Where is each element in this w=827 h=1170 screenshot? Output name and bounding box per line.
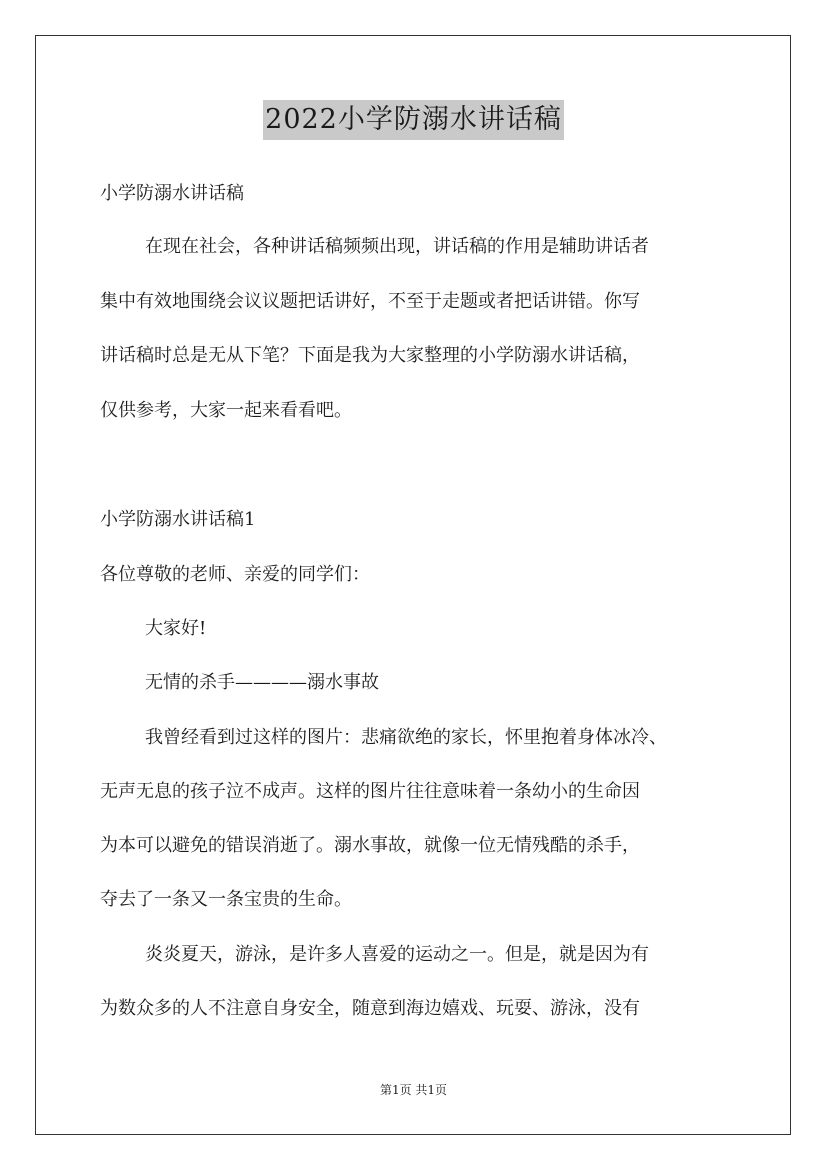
subheading-line: 无情的杀手————溺水事故 bbox=[145, 672, 379, 693]
paragraph-line: 为本可以避免的错误消逝了。溺水事故，就像一位无情残酷的杀手， bbox=[100, 835, 640, 856]
section-heading: 小学防溺水讲话稿1 bbox=[100, 509, 256, 530]
subtitle-line: 小学防溺水讲话稿 bbox=[100, 183, 244, 204]
page-footer: 第1页 共1页 bbox=[379, 1083, 448, 1097]
paragraph-line: 讲话稿时总是无从下笔？下面是我为大家整理的小学防溺水讲话稿， bbox=[100, 345, 640, 366]
paragraph-line: 无声无息的孩子泣不成声。这样的图片往往意味着一条幼小的生命因 bbox=[100, 781, 640, 802]
title-container bbox=[0, 100, 827, 140]
paragraph-line: 为数众多的人不注意自身安全，随意到海边嬉戏、玩耍、游泳，没有 bbox=[100, 998, 640, 1019]
paragraph-line: 集中有效地围绕会议议题把话讲好，不至于走题或者把话讲错。你写 bbox=[100, 291, 640, 312]
paragraph-line: 我曾经看到过这样的图片：悲痛欲绝的家长，怀里抱着身体冰冷、 bbox=[145, 727, 667, 748]
greeting-line: 大家好! bbox=[145, 618, 207, 639]
salutation-line: 各位尊敬的老师、亲爱的同学们： bbox=[100, 564, 370, 585]
paragraph-line: 在现在社会，各种讲话稿频频出现，讲话稿的作用是辅助讲话者 bbox=[145, 236, 649, 257]
paragraph-line: 仅供参考，大家一起来看看吧。 bbox=[100, 400, 352, 421]
paragraph-line: 炎炎夏天，游泳，是许多人喜爱的运动之一。但是，就是因为有 bbox=[145, 944, 649, 965]
paragraph-line: 夺去了一条又一条宝贵的生命。 bbox=[100, 889, 352, 910]
document-title: 2022小学防溺水讲话稿 bbox=[263, 100, 564, 140]
